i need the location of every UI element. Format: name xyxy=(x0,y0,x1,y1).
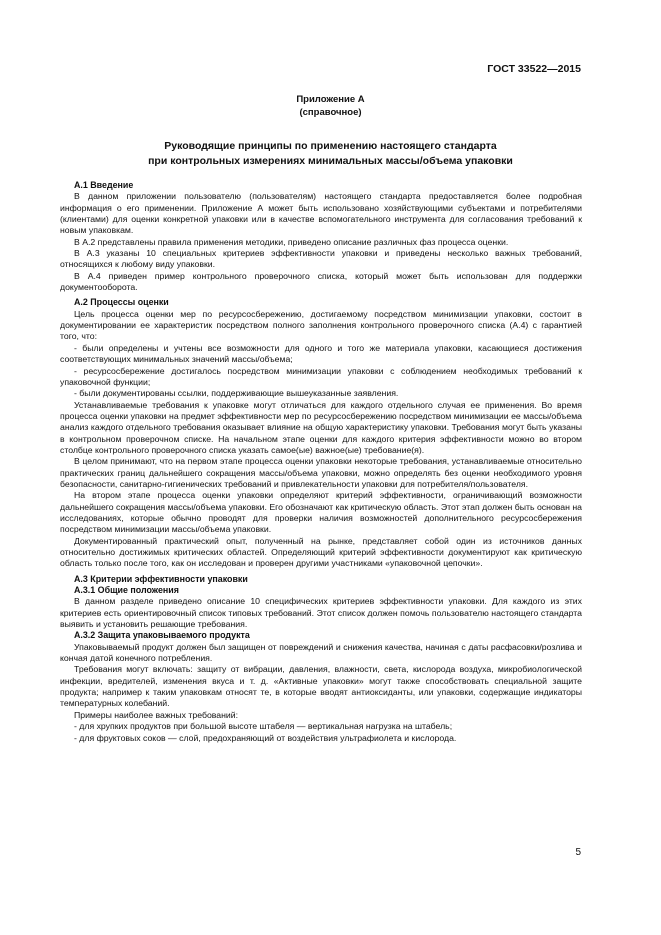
paragraph: В А.3 указаны 10 специальных критериев эффективности упаковки и приведены несколько важных требований, относящихся к любому виду упаковки. xyxy=(60,248,582,270)
document-body xyxy=(60,180,582,744)
list-item: - были документированы ссылки, поддерживающие вышеуказанные заявления. xyxy=(74,388,399,399)
subsection-heading-a3-2: А.3.2 Защита упаковываемого продукта xyxy=(74,630,250,641)
subsection-heading-a3-1: А.3.1 Общие положения xyxy=(74,585,179,596)
paragraph: В целом принимают, что на первом этапе процесса оценки упаковки некоторые требования, устанавливаемые относительно практических границ дальнейшего сокращения массы/объема упаковки, можно определять без оценки необходимого уровня безопасности, санитарно-гигиенических требований и привлекательности упаковки для потребителя/пользователя. xyxy=(60,456,582,489)
paragraph: В данном разделе приведено описание 10 специфических критериев эффективности упаковки. Для каждого из этих критериев есть ориентировочный список типовых требований. Этот список должен помочь пользователю настоящего стандарта выявить и установить решающие требования. xyxy=(60,596,582,630)
list-item: - для хрупких продуктов при большой высоте штабеля — вертикальная нагрузка на штабель; xyxy=(74,721,453,732)
paragraph: На втором этапе процесса оценки упаковки определяют критерий эффективности, ограничивающий возможности дальнейшего сокращения массы/объема упаковки. Его обозначают как критическую область. Этот этап должен быть основан на исследованиях, которые обычно проводят для проверки наличия возможностей дополнительного ресурсосбережения посредством минимизации массы/объема упаковки. xyxy=(60,490,582,535)
paragraph: В А.4 приведен пример контрольного проверочного списка, который может быть использован для поддержки документооборота. xyxy=(60,270,582,293)
section-heading-a2: А.2 Процессы оценки xyxy=(74,297,169,308)
list-item: - для фруктовых соков — слой, предохраняющий от воздействия ультрафиолета и кислорода. xyxy=(74,732,457,743)
section-heading-a3: А.3 Критерии эффективности упаковки xyxy=(74,573,248,584)
appendix-title xyxy=(60,139,601,169)
paragraph: В данном приложении пользователю (пользователям) настоящего стандарта предоставляется более подробная информация о его применении. Приложение А может быть использовано хозяйствующими субъектами и потребителями (клиентами) для оценки конкретной упаковки или в качестве вспомогательного инструмента для согласования требований к новым упаковкам. xyxy=(60,191,582,236)
page-number: 5 xyxy=(575,847,581,858)
appendix-type: (справочное) xyxy=(299,107,362,118)
title-line-2: при контрольных измерениях минимальных массы/объема упаковки xyxy=(148,155,513,167)
appendix-heading xyxy=(0,93,661,119)
list-item: - ресурсосбережение достигалось посредством минимизации упаковки с соблюдением необходимых требований к упаковочной функции; xyxy=(60,365,582,387)
paragraph: Примеры наиболее важных требований: xyxy=(74,709,239,720)
list-item: - были определены и учтены все возможности для одного и того же материала упаковки, касающиеся достижения соответствующих минимальных значений массы/объема; xyxy=(60,342,582,365)
paragraph: Цель процесса оценки мер по ресурсосбережению, достигаемому посредством минимизации упаковки, состоит в документировании ее характеристик посредством полного заполнения контрольного проверочного списка (А.4) с гарантией того, что: xyxy=(60,308,582,342)
standard-number: ГОСТ 33522—2015 xyxy=(487,63,581,75)
paragraph: В А.2 представлены правила применения методики, приведено описание различных фаз процесса оценки. xyxy=(74,236,509,247)
appendix-label: Приложение А xyxy=(296,94,365,105)
paragraph: Документированный практический опыт, полученный на рынке, представляет собой один из источников данных относительно достижимых критических областей. Определяющий критерий эффективности документируют как критическую область только после того, как он исследован и проверен другими участниками «упаковочной цепочки». xyxy=(60,535,582,569)
paragraph: Устанавливаемые требования к упаковке могут отличаться для каждого отдельного случая ее применения. Во время процесса оценки упаковки на предмет эффективности мер по ресурсосбережению посредством минимизации ее массы/объема анализ каждого отдельного требования оказывает влияние на общую характеристику упаковки. Требования могут быть указаны в контрольном проверочном списке. На начальном этапе оценки для каждого критерия эффективности можно во втором столбце контрольного проверочного списка указать самое(ые) важное(ые) требование(я). xyxy=(60,399,582,455)
paragraph: Требования могут включать: защиту от вибрации, давления, влажности, света, кислорода воздуха, микробиологической инфекции, вредителей, изменения вкуса и т. д. «Активные упаковки» могут также способствовать специальной защите продукта; например к таким упаковкам относят те, в которые вводят антиоксиданты, или упаковки, содержащие индикаторы температурных колебаний. xyxy=(60,664,582,709)
section-heading-a1: А.1 Введение xyxy=(74,180,134,190)
title-line-1: Руководящие принципы по применению настоящего стандарта xyxy=(164,140,497,152)
paragraph: Упаковываемый продукт должен был защищен от повреждений и снижения качества, начиная с даты расфасовки/розлива и кончая датой конечного потребления. xyxy=(60,641,582,664)
